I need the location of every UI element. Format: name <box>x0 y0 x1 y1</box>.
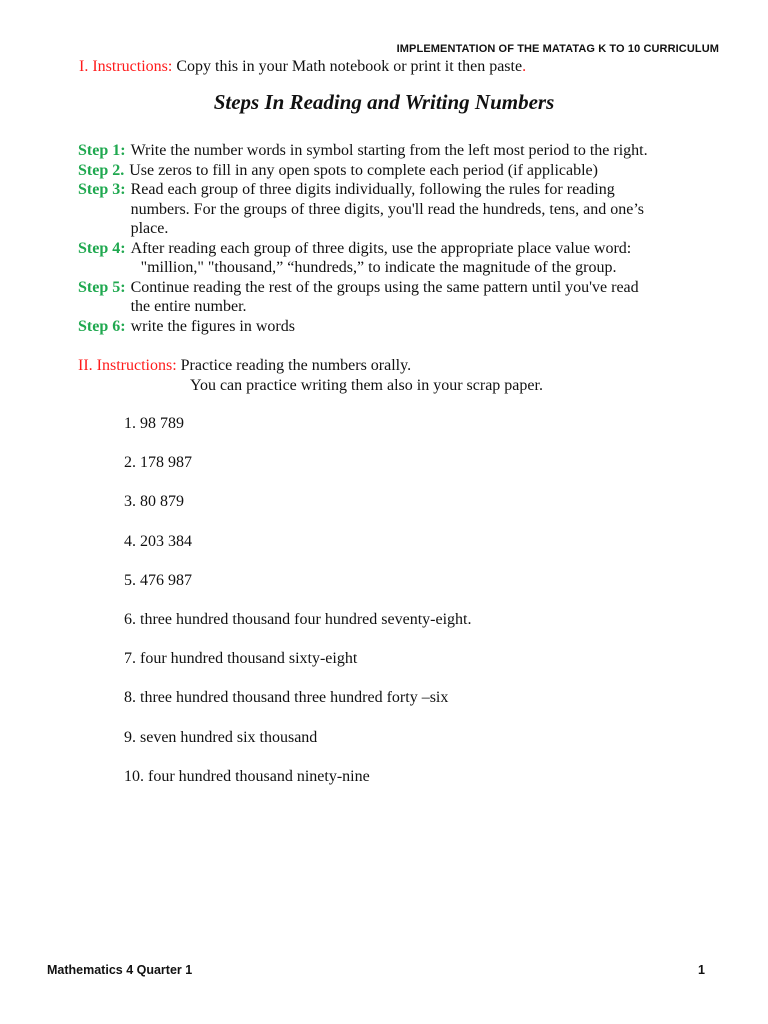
practice-item: 8. three hundred thousand three hundred forty –six <box>124 689 449 707</box>
step-line: write the figures in words <box>130 317 295 335</box>
instructions-2-text: Practice reading the numbers orally. <box>176 357 412 374</box>
instructions-2-line-1 <box>78 356 543 376</box>
step-line: Continue reading the rest of the groups using the same pattern until you've read <box>130 278 639 296</box>
page-number: 1 <box>698 963 705 977</box>
step-label: Step 2. <box>78 161 125 179</box>
step-label: Step 1: <box>78 142 126 159</box>
instructions-1-label: I. Instructions: <box>79 58 173 75</box>
practice-item: 2. 178 987 <box>124 454 192 472</box>
step-label: Step 5: <box>78 278 126 296</box>
step-2 <box>78 161 738 181</box>
instructions-2 <box>78 356 543 395</box>
practice-item: 5. 476 987 <box>124 571 192 589</box>
step-line: numbers. For the groups of three digits, you'll read the hundreds, tens, and one’s <box>130 200 645 218</box>
step-line: Write the number words in symbol starting from the left most period to the right. <box>130 142 648 159</box>
step-3 <box>78 180 738 239</box>
step-label: Step 3: <box>78 181 126 198</box>
step-6 <box>78 317 738 337</box>
practice-item: 7. four hundred thousand sixty-eight <box>124 650 358 668</box>
instructions-1-period: . <box>522 58 527 75</box>
step-line: the entire number. <box>130 298 247 315</box>
step-5 <box>78 278 738 317</box>
step-line: "million," "thousand,” “hundreds,” to indicate the magnitude of the group. <box>140 259 617 276</box>
step-4 <box>78 239 738 278</box>
practice-item: 4. 203 384 <box>124 532 192 550</box>
curriculum-header: IMPLEMENTATION OF THE MATATAG K TO 10 CURRICULUM <box>396 43 719 55</box>
step-line: place. <box>130 220 169 237</box>
step-text <box>131 141 738 161</box>
step-text <box>129 161 738 181</box>
page-title: Steps In Reading and Writing Numbers <box>213 90 555 114</box>
footer-subject: Mathematics 4 Quarter 1 <box>47 963 193 977</box>
step-line: Use zeros to fill in any open spots to complete each period (if applicable) <box>129 161 598 179</box>
step-text <box>131 278 738 317</box>
step-text <box>131 239 738 278</box>
practice-item: 9. seven hundred six thousand <box>124 728 318 746</box>
step-label: Step 4: <box>78 239 126 257</box>
practice-item: 10. four hundred thousand ninety-nine <box>124 767 370 785</box>
instructions-2-line-2: You can practice writing them also in your scrap paper. <box>190 376 543 394</box>
step-text <box>131 317 738 337</box>
practice-item: 1. 98 789 <box>124 415 184 432</box>
step-line: Read each group of three digits individually, following the rules for reading <box>130 181 615 198</box>
step-label: Step 6: <box>78 317 126 335</box>
step-text <box>131 180 738 239</box>
steps-list <box>78 141 738 336</box>
instructions-1 <box>79 58 526 76</box>
practice-item: 6. three hundred thousand four hundred seventy-eight. <box>124 610 472 628</box>
instructions-1-text: Copy this in your Math notebook or print it then paste <box>172 58 523 75</box>
practice-item: 3. 80 879 <box>124 493 184 511</box>
step-line: After reading each group of three digits, use the appropriate place value word: <box>130 239 632 257</box>
practice-list <box>124 414 471 806</box>
instructions-2-label: II. Instructions: <box>78 357 177 374</box>
step-1 <box>78 141 738 161</box>
